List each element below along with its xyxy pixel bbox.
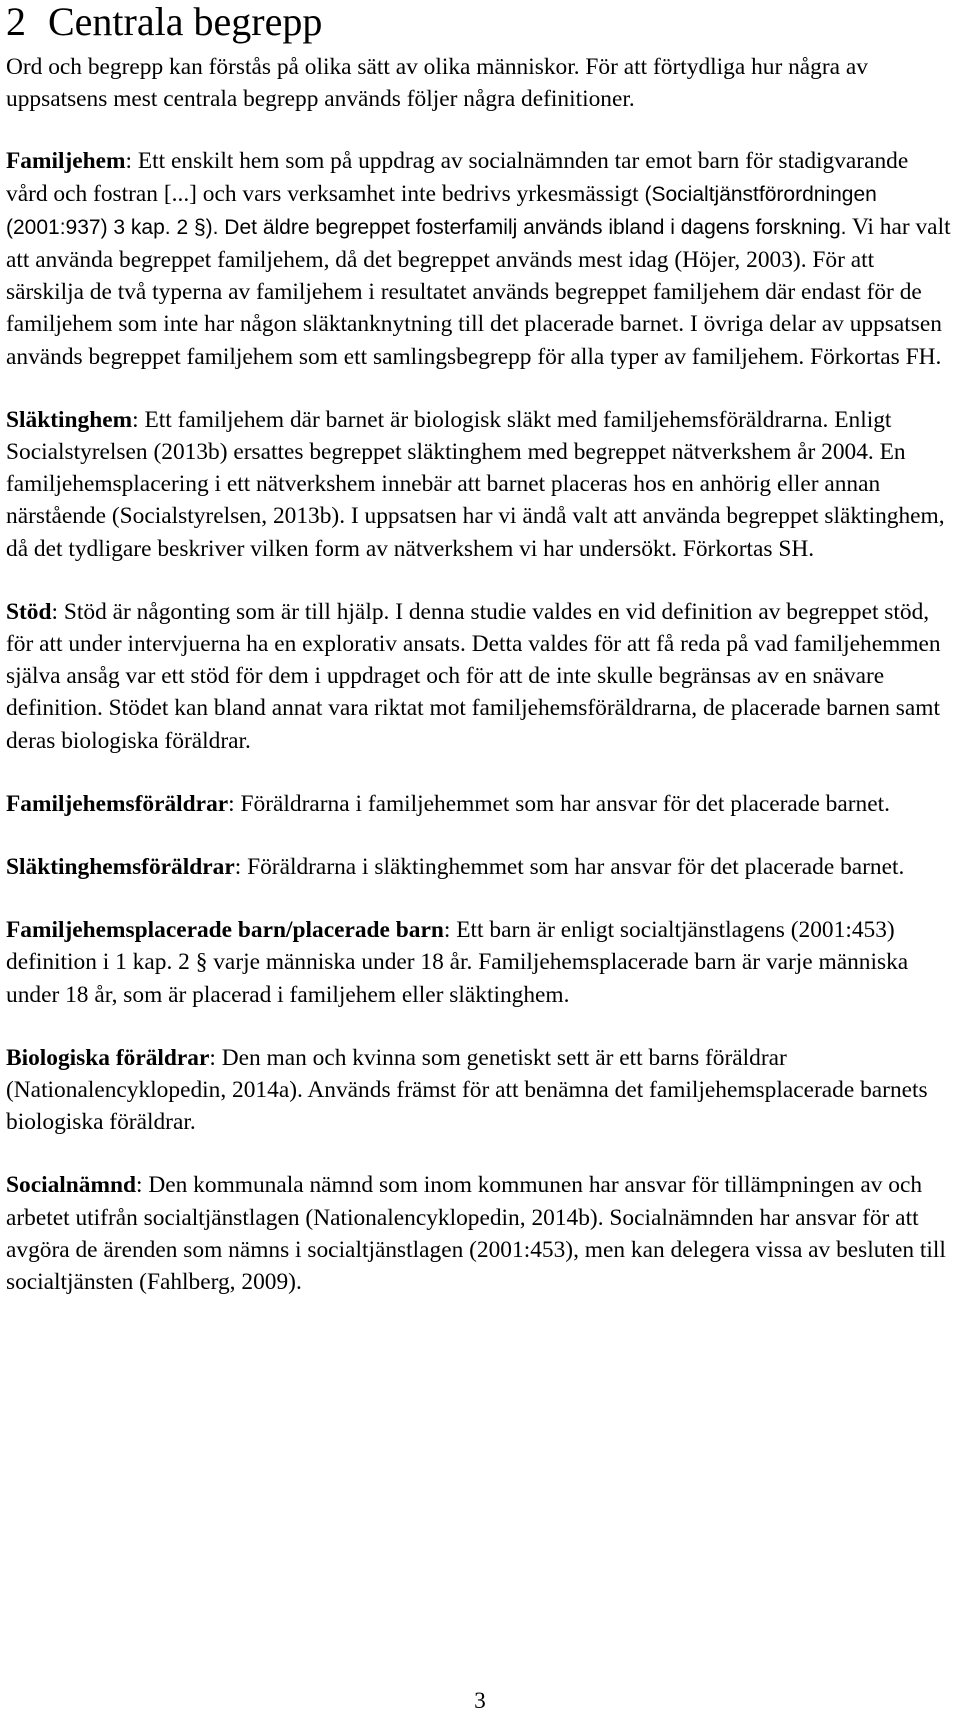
section-number: 2 xyxy=(6,0,26,44)
definition-text: Föräldrarna i familjehemmet som har ansvar för det placerade barnet. xyxy=(240,790,890,817)
definition-text: Ett enskilt hem som på uppdrag av socialnämnden tar emot barn för stadigvarande vård och fostran [...] och vars verksamhet inte bedrivs yrkesmässigt xyxy=(6,148,909,207)
intro-paragraph: Ord och begrepp kan förstås på olika sätt av olika människor. För att förtydliga hur några av uppsatsens mest centrala begrepp används följer några definitioner. xyxy=(6,54,868,113)
section-title: Centrala begrepp xyxy=(48,0,323,44)
definition-placerade-barn: Familjehemsplacerade barn/placerade barn: Ett barn är enligt socialtjänstlagens (2001:453) definition i 1 kap. 2 § varje människa under 18 år. Familjehemsplacerade barn är varje människa under 18 år, som är placerad i familjehem eller släktinghem. xyxy=(6,917,909,1008)
term-laktinghemsforaldrar: Släktinghemsföräldrar xyxy=(6,854,235,881)
definition-laktinghem: Släktinghem: Ett familjehem där barnet är biologisk släkt med familjehemsföräldrarna. Enligt Socialstyrelsen (2013b) ersattes begreppet släktinghem med begreppet nätverkshem år 2004. En familjehemsplacering i ett nätverkshem innebär att barnet placeras hos en anhörig eller annan närstående (Socialstyrelsen, 2013b). I uppsatsen har vi ändå valt att använda begreppet släktinghem, då det tydligare beskriver vilken form av nätverkshem vi har undersökt. Förkortas SH. xyxy=(6,406,945,562)
definition-text: Föräldrarna i släktinghemmet som har ansvar för det placerade barnet. xyxy=(247,854,905,881)
definition-text: (Socialtjänstförordningen (2001:937) 3 kap. 2 §). Det äldre begreppet fosterfamilj används ibland i dagens forskning. xyxy=(6,182,877,239)
document-page xyxy=(6,0,952,1298)
term-familjehem: Familjehem xyxy=(6,148,126,175)
definition-text: Den man och kvinna som genetiskt sett är ett barns föräldrar (Nationalencyklopedin, 2014a). Används främst för att benämna det familjehemsplacerade barnets biologiska föräldrar. xyxy=(6,1044,928,1136)
definition-text: Ett barn är enligt socialtjänstlagens (2001:453) definition i 1 kap. 2 § varje människa under 18 år. Familjehemsplacerade barn är varje människa under 18 år, som är placerad i familjehem eller släktinghem. xyxy=(6,917,909,1008)
page-number: 3 xyxy=(474,1688,486,1714)
term-biologiska-foraldrar: Biologiska föräldrar xyxy=(6,1044,210,1071)
term-socialnamnd: Socialnämnd xyxy=(6,1172,136,1199)
definition-text: Ett familjehem där barnet är biologisk släkt med familjehemsföräldrarna. Enligt Socialstyrelsen (2013b) ersattes begreppet släktinghem med begreppet nätverkshem år 2004. En familjehemsplacering i ett nätverkshem innebär att barnet placeras hos en anhörig eller annan närstående (Socialstyrelsen, 2013b). I uppsatsen har vi ändå valt att använda begreppet släktinghem, då det tydligare beskriver vilken form av nätverkshem vi har undersökt. Förkortas SH. xyxy=(6,406,945,562)
definition-text: Den kommunala nämnd som inom kommunen har ansvar för tillämpningen av och arbetet utifrån socialtjänstlagen (Nationalencyklopedin, 2014b). Socialnämnden har ansvar för att avgöra de ärenden som nämns i socialtjänstlagen (2001:453), men kan delegera vissa av besluten till socialtjänsten (Fahlberg, 2009). xyxy=(6,1172,946,1296)
definition-familjehem: Familjehem: Ett enskilt hem som på uppdrag av socialnämnden tar emot barn för stadigvarande vård och fostran [...] och vars verksamhet inte bedrivs yrkesmässigt (Socialtjänstförordningen (2001:937) 3 kap. 2 §). Det äldre begreppet fosterfamilj används ibland i dagens forskning. Vi har valt att använda begreppet familjehem, då det begreppet används mest idag (Höjer, 2003). För att särskilja de två typerna av familjehem i resultatet används begreppet familjehem där endast för de familjehem som inte har någon släktanknytning till det placerade barnet. I övriga delar av uppsatsen används begreppet familjehem som ett samlingsbegrepp för alla typer av familjehem. Förkortas FH. xyxy=(6,148,951,370)
definition-text: Vi har valt att använda begreppet familjehem, då det begreppet används mest idag (Höjer, 2003). För att särskilja de två typerna av familjehem i resultatet används begreppet familjehem där endast för de familjehem som inte har någon släktanknytning till det placerade barnet. I övriga delar av uppsatsen används begreppet familjehem som ett samlingsbegrepp för alla typer av familjehem. Förkortas FH. xyxy=(6,213,951,370)
section-heading xyxy=(6,0,952,44)
term-familjehemsforaldrar: Familjehemsföräldrar xyxy=(6,790,229,817)
term-laktinghem: Släktinghem xyxy=(6,406,133,433)
definition-laktinghemsforaldrar: Släktinghemsföräldrar: Föräldrarna i släktinghemmet som har ansvar för det placerade barnet. xyxy=(6,854,905,881)
term-placerade-barn: Familjehemsplacerade barn/placerade barn xyxy=(6,917,444,944)
definition-socialnamnd: Socialnämnd: Den kommunala nämnd som inom kommunen har ansvar för tillämpningen av och arbetet utifrån socialtjänstlagen (Nationalencyklopedin, 2014b). Socialnämnden har ansvar för att avgöra de ärenden som nämns i socialtjänstlagen (2001:453), men kan delegera vissa av besluten till socialtjänsten (Fahlberg, 2009). xyxy=(6,1172,946,1296)
definition-stod: Stöd: Stöd är någonting som är till hjälp. I denna studie valdes en vid definition av begreppet stöd, för att under intervjuerna ha en explorativ ansats. Detta valdes för att få reda på vad familjehemmen själva ansåg var ett stöd för dem i uppdraget och för att de inte skulle begränsas av en snävare definition. Stödet kan bland annat vara riktat mot familjehemsföräldrarna, de placerade barnen samt deras biologiska föräldrar. xyxy=(6,598,941,754)
term-stod: Stöd xyxy=(6,598,52,625)
definition-biologiska-foraldrar: Biologiska föräldrar: Den man och kvinna som genetiskt sett är ett barns föräldrar (Nationalencyklopedin, 2014a). Används främst för att benämna det familjehemsplacerade barnets biologiska föräldrar. xyxy=(6,1044,928,1136)
definition-familjehemsforaldrar: Familjehemsföräldrar: Föräldrarna i familjehemmet som har ansvar för det placerade barnet. xyxy=(6,790,890,817)
definition-text: Stöd är någonting som är till hjälp. I denna studie valdes en vid definition av begreppet stöd, för att under intervjuerna ha en explorativ ansats. Detta valdes för att få reda på vad familjehemmen själva ansåg var ett stöd för dem i uppdraget och för att de inte skulle begränsas av en snävare definition. Stödet kan bland annat vara riktat mot familjehemsföräldrarna, de placerade barnen samt deras biologiska föräldrar. xyxy=(6,598,941,754)
